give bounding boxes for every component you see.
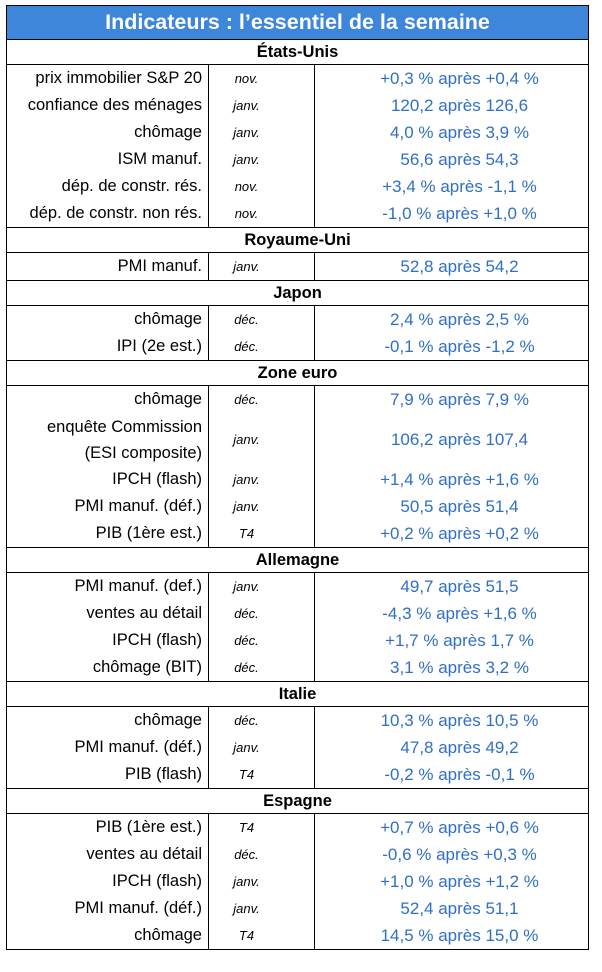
value-column <box>314 306 588 360</box>
indicator-period-text: nov. <box>234 179 259 194</box>
indicator-period-text: janv. <box>233 874 260 889</box>
indicator-label <box>7 200 202 227</box>
indicator-period-text: janv. <box>233 98 260 113</box>
indicator-period <box>209 922 314 949</box>
indicator-label-text: PMI manuf. (déf.) <box>74 497 202 515</box>
indicator-value <box>315 922 588 949</box>
indicator-period-text: janv. <box>233 579 260 594</box>
indicator-period <box>209 841 314 868</box>
table-title: Indicateurs : l’essentiel de la semaine <box>7 6 588 40</box>
indicator-value <box>315 65 588 92</box>
indicator-period <box>209 895 314 922</box>
indicator-label <box>7 707 202 734</box>
indicator-label-text: PMI manuf. <box>117 257 202 275</box>
indicator-value-text: 106,2 après 107,4 <box>390 429 529 449</box>
indicator-value-text: 52,4 après 51,1 <box>400 898 519 918</box>
indicator-value <box>315 520 588 547</box>
indicator-label-text: IPCH (flash) <box>112 631 202 649</box>
value-column <box>314 573 588 681</box>
indicator-label <box>7 627 202 654</box>
indicator-label-text: IPI (2e est.) <box>116 337 202 355</box>
indicator-label <box>7 654 202 681</box>
indicator-label-text: PMI manuf. (def.) <box>74 577 202 595</box>
indicator-period <box>209 333 314 360</box>
indicator-value-text: 120,2 après 126,6 <box>390 95 529 115</box>
indicator-label <box>7 306 202 333</box>
indicator-value-text: 4,0 % après 3,9 % <box>390 122 529 142</box>
period-column <box>208 386 314 547</box>
indicator-period-text: déc. <box>234 713 259 728</box>
indicator-label-text: PIB (1ère est.) <box>95 524 202 542</box>
indicator-label-text: ventes au détail <box>86 845 202 863</box>
indicator-period <box>209 627 314 654</box>
indicator-value-text: 56,6 après 54,3 <box>400 149 519 169</box>
indicator-period <box>209 520 314 547</box>
value-column <box>314 814 588 949</box>
section-heading: Espagne <box>7 789 588 814</box>
indicator-period-text: janv. <box>233 472 260 487</box>
indicator-value <box>315 119 588 146</box>
label-column <box>7 65 208 227</box>
indicator-period <box>209 146 314 173</box>
indicator-label-text: confiance des ménages <box>27 96 202 114</box>
indicator-period-text: T4 <box>238 526 255 541</box>
label-column <box>7 386 208 547</box>
indicator-value-text: +3,4 % après -1,1 % <box>382 176 537 196</box>
indicator-value-text: -0,1 % après -1,2 % <box>384 336 535 356</box>
indicator-value-text: +0,7 % après +0,6 % <box>380 817 539 837</box>
indicator-period <box>209 386 314 413</box>
indicator-period <box>209 707 314 734</box>
indicator-label <box>7 520 202 547</box>
indicator-period-text: déc. <box>234 392 259 407</box>
indicator-value <box>315 841 588 868</box>
indicator-value-text: 47,8 après 49,2 <box>400 737 519 757</box>
indicator-value <box>315 173 588 200</box>
indicator-label <box>7 92 202 119</box>
indicator-period-text: janv. <box>233 152 260 167</box>
indicator-label-text: prix immobilier S&P 20 <box>35 69 202 87</box>
value-column <box>314 707 588 788</box>
indicator-value-text: 52,8 après 54,2 <box>400 256 519 276</box>
indicator-period-text: déc. <box>234 660 259 675</box>
indicator-value-text: -0,6 % après +0,3 % <box>382 844 537 864</box>
indicator-label <box>7 65 202 92</box>
value-column <box>314 253 588 280</box>
indicator-value-text: -4,3 % après +1,6 % <box>382 603 537 623</box>
indicator-label <box>7 600 202 627</box>
label-column <box>7 814 208 949</box>
indicator-period-text: janv. <box>233 740 260 755</box>
section-heading: Italie <box>7 682 588 707</box>
indicator-period-text: nov. <box>234 71 259 86</box>
indicator-period <box>209 119 314 146</box>
indicator-period-text: janv. <box>233 259 260 274</box>
section-0 <box>7 40 588 228</box>
indicator-value-text: 14,5 % après 15,0 % <box>380 925 539 945</box>
label-column <box>7 306 208 360</box>
indicator-label <box>7 493 202 520</box>
section-4 <box>7 548 588 682</box>
indicator-period <box>209 814 314 841</box>
indicator-period <box>209 413 314 466</box>
indicator-label-text: chômage <box>134 123 202 141</box>
indicator-period <box>209 92 314 119</box>
indicator-period <box>209 493 314 520</box>
section-heading: Zone euro <box>7 361 588 386</box>
indicator-label-text: IPCH (flash) <box>112 872 202 890</box>
indicator-label-text: ISM manuf. <box>117 150 202 168</box>
indicator-label <box>7 253 202 280</box>
indicator-label <box>7 895 202 922</box>
indicator-label <box>7 868 202 895</box>
indicator-label-text: chômage <box>134 926 202 944</box>
section-5 <box>7 682 588 789</box>
indicator-period-text: janv. <box>233 499 260 514</box>
section-heading: États-Unis <box>7 40 588 65</box>
indicator-period-text: déc. <box>234 606 259 621</box>
indicator-value <box>315 200 588 227</box>
indicator-label-text: dép. de constr. rés. <box>61 177 202 195</box>
indicator-value <box>315 868 588 895</box>
value-column <box>314 65 588 227</box>
indicator-label <box>7 761 202 788</box>
indicator-period <box>209 654 314 681</box>
indicator-value <box>315 627 588 654</box>
indicator-value <box>315 707 588 734</box>
indicator-label-text: PMI manuf. (déf.) <box>74 738 202 756</box>
indicator-label <box>7 573 202 600</box>
indicator-value-text: 3,1 % après 3,2 % <box>390 657 529 677</box>
indicator-label <box>7 466 202 493</box>
indicator-label-text: PIB (1ère est.) <box>95 818 202 836</box>
label-column <box>7 707 208 788</box>
indicator-label-text: IPCH (flash) <box>112 470 202 488</box>
indicator-label-text: chômage <box>134 310 202 328</box>
indicator-value <box>315 493 588 520</box>
indicator-value-text: 7,9 % après 7,9 % <box>390 389 529 409</box>
indicator-period <box>209 466 314 493</box>
indicator-value-text: +0,3 % après +0,4 % <box>380 68 539 88</box>
indicator-period-text: janv. <box>233 125 260 140</box>
period-column <box>208 306 314 360</box>
period-column <box>208 253 314 280</box>
indicator-value <box>315 466 588 493</box>
section-3 <box>7 361 588 548</box>
indicator-label-text: dép. de constr. non rés. <box>29 204 202 222</box>
indicator-period-text: janv. <box>233 901 260 916</box>
indicator-period <box>209 253 314 280</box>
label-column <box>7 253 208 280</box>
period-column <box>208 814 314 949</box>
value-column <box>314 386 588 547</box>
indicator-label <box>7 814 202 841</box>
indicator-label <box>7 413 202 466</box>
indicator-label-text: chômage (BIT) <box>92 658 202 676</box>
section-heading: Japon <box>7 281 588 306</box>
indicator-label-text: chômage <box>134 711 202 729</box>
indicator-period-text: nov. <box>234 206 259 221</box>
indicator-label-text: chômage <box>134 390 202 408</box>
indicator-label <box>7 333 202 360</box>
indicator-value-text: 10,3 % après 10,5 % <box>380 710 539 730</box>
section-heading: Allemagne <box>7 548 588 573</box>
indicator-value <box>315 654 588 681</box>
indicator-label <box>7 386 202 413</box>
indicator-value-text: 2,4 % après 2,5 % <box>390 309 529 329</box>
indicator-value-text: +1,0 % après +1,2 % <box>380 871 539 891</box>
indicator-period-text: déc. <box>234 633 259 648</box>
indicator-label-text: PMI manuf. (déf.) <box>74 899 202 917</box>
indicator-value <box>315 600 588 627</box>
indicator-label <box>7 146 202 173</box>
indicator-value <box>315 333 588 360</box>
indicator-period-text: déc. <box>234 847 259 862</box>
indicator-label <box>7 841 202 868</box>
indicator-period <box>209 761 314 788</box>
indicator-period-text: déc. <box>234 312 259 327</box>
indicator-value <box>315 573 588 600</box>
indicator-value-text: +1,4 % après +1,6 % <box>380 469 539 489</box>
indicator-period-text: déc. <box>234 339 259 354</box>
indicator-value-text: 49,7 après 51,5 <box>400 576 519 596</box>
indicator-value <box>315 386 588 413</box>
indicator-value <box>315 734 588 761</box>
indicator-label <box>7 922 202 949</box>
indicator-period <box>209 65 314 92</box>
indicator-period <box>209 200 314 227</box>
indicator-value-text: -0,2 % après -0,1 % <box>384 764 535 784</box>
indicator-value <box>315 413 588 466</box>
indicator-period <box>209 868 314 895</box>
indicator-period <box>209 734 314 761</box>
indicator-label-text: PIB (flash) <box>124 765 202 783</box>
indicator-label-text-line2: (ESI composite) <box>84 443 202 462</box>
period-column <box>208 65 314 227</box>
label-column <box>7 573 208 681</box>
section-heading: Royaume-Uni <box>7 228 588 253</box>
section-6 <box>7 789 588 949</box>
indicator-label <box>7 119 202 146</box>
period-column <box>208 707 314 788</box>
indicator-value <box>315 814 588 841</box>
indicator-period-text: T4 <box>238 767 255 782</box>
indicators-table <box>6 5 589 950</box>
indicator-period <box>209 306 314 333</box>
indicator-period <box>209 573 314 600</box>
indicator-value-text: +0,2 % après +0,2 % <box>380 523 539 543</box>
indicator-period-text: janv. <box>233 432 260 447</box>
indicator-period-text: T4 <box>238 820 255 835</box>
indicator-value <box>315 761 588 788</box>
section-1 <box>7 228 588 281</box>
indicator-value <box>315 146 588 173</box>
indicator-value-text: 50,5 après 51,4 <box>400 496 519 516</box>
sections-container <box>7 40 588 949</box>
indicator-period <box>209 600 314 627</box>
indicator-label <box>7 173 202 200</box>
indicator-label-text: ventes au détail <box>86 604 202 622</box>
indicator-value-text: -1,0 % après +1,0 % <box>382 203 537 223</box>
indicator-value-text: +1,7 % après 1,7 % <box>385 630 534 650</box>
indicator-period <box>209 173 314 200</box>
indicator-value <box>315 92 588 119</box>
indicator-label-text: enquête Commission <box>47 417 202 436</box>
indicator-label <box>7 734 202 761</box>
indicator-value <box>315 895 588 922</box>
section-2 <box>7 281 588 361</box>
indicator-value <box>315 253 588 280</box>
indicator-value <box>315 306 588 333</box>
period-column <box>208 573 314 681</box>
indicator-period-text: T4 <box>238 928 255 943</box>
